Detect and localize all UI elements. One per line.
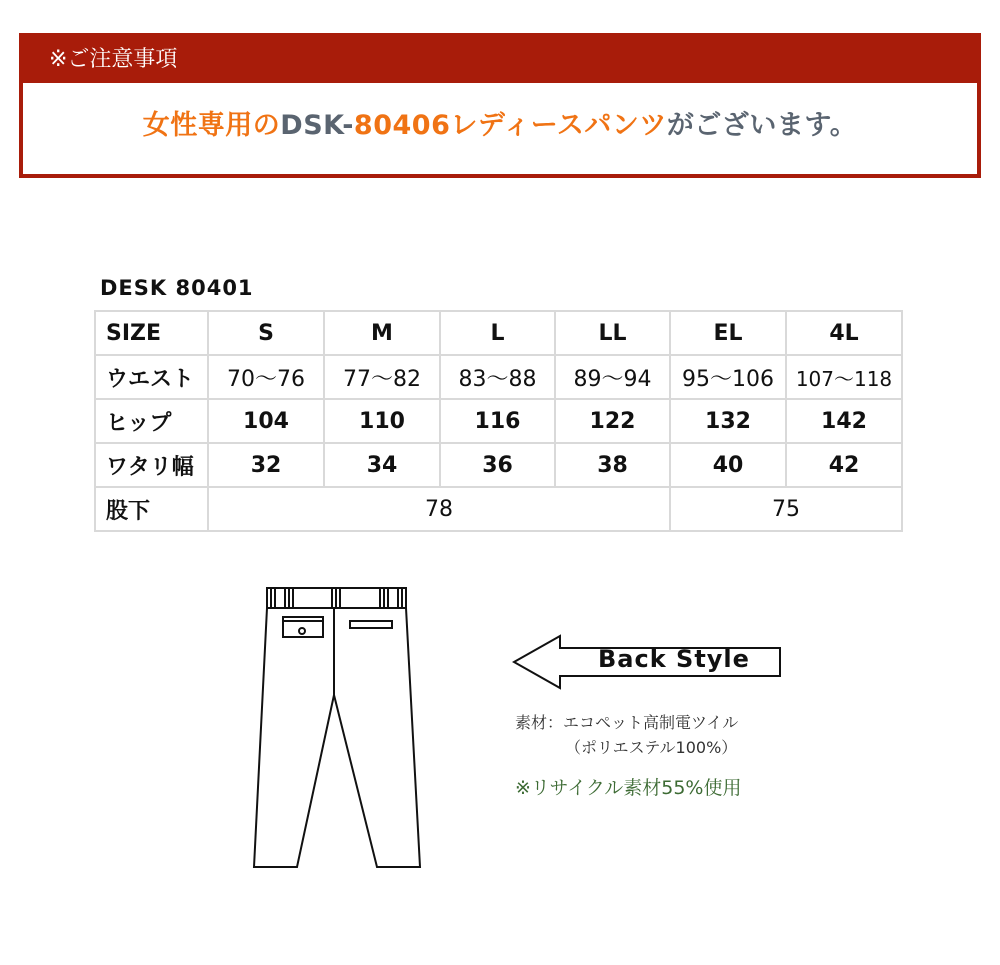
material-text: 素材：エコペット高制電ツイル (515, 713, 739, 732)
table-cell: 83〜88 (440, 355, 555, 399)
table-cell: 122 (555, 399, 670, 443)
recycle-note: ※リサイクル素材55%使用 (515, 777, 742, 799)
table-cell: 89〜94 (555, 355, 670, 399)
header-cell: L (440, 311, 555, 355)
table-cell: 110 (324, 399, 440, 443)
table-cell: 42 (786, 443, 902, 487)
header-cell: M (324, 311, 440, 355)
notice-message (23, 103, 977, 142)
header-cell: SIZE (95, 311, 208, 355)
row-label: ウエスト (95, 355, 208, 399)
table-row (95, 443, 902, 487)
size-chart-title: DESK 80401 (100, 276, 254, 300)
table-cell: 32 (208, 443, 324, 487)
notice-box (19, 33, 981, 178)
size-table (94, 310, 903, 532)
notice-text-4: がございます。 (666, 110, 858, 141)
table-header-row (95, 311, 902, 355)
table-row (95, 355, 902, 399)
table-cell: 70〜76 (208, 355, 324, 399)
header-cell: 4L (786, 311, 902, 355)
pants-back-illustration (250, 585, 425, 875)
header-cell: S (208, 311, 324, 355)
back-style-label: Back Style (598, 645, 750, 673)
row-label: ヒップ (95, 399, 208, 443)
table-cell: 132 (670, 399, 786, 443)
table-cell: 40 (670, 443, 786, 487)
notice-text-3: 80406レディースパンツ (353, 110, 667, 141)
table-cell: 107〜118 (786, 355, 902, 399)
table-cell: 36 (440, 443, 555, 487)
row-label: ワタリ幅 (95, 443, 208, 487)
table-cell: 77〜82 (324, 355, 440, 399)
notice-text-2: DSK- (280, 110, 354, 141)
table-cell: 95〜106 (670, 355, 786, 399)
table-row (95, 399, 902, 443)
notice-header: ※ご注意事項 (23, 37, 977, 83)
table-row (95, 487, 902, 531)
row-label: 股下 (95, 487, 208, 531)
table-cell: 34 (324, 443, 440, 487)
table-cell: 78 (208, 487, 670, 531)
notice-text-1: 女性専用の (142, 110, 281, 141)
table-cell: 116 (440, 399, 555, 443)
table-cell: 38 (555, 443, 670, 487)
material-subtext: （ポリエステル100%） (565, 738, 738, 757)
table-cell: 142 (786, 399, 902, 443)
header-cell: EL (670, 311, 786, 355)
table-cell: 104 (208, 399, 324, 443)
header-cell: LL (555, 311, 670, 355)
table-cell: 75 (670, 487, 902, 531)
